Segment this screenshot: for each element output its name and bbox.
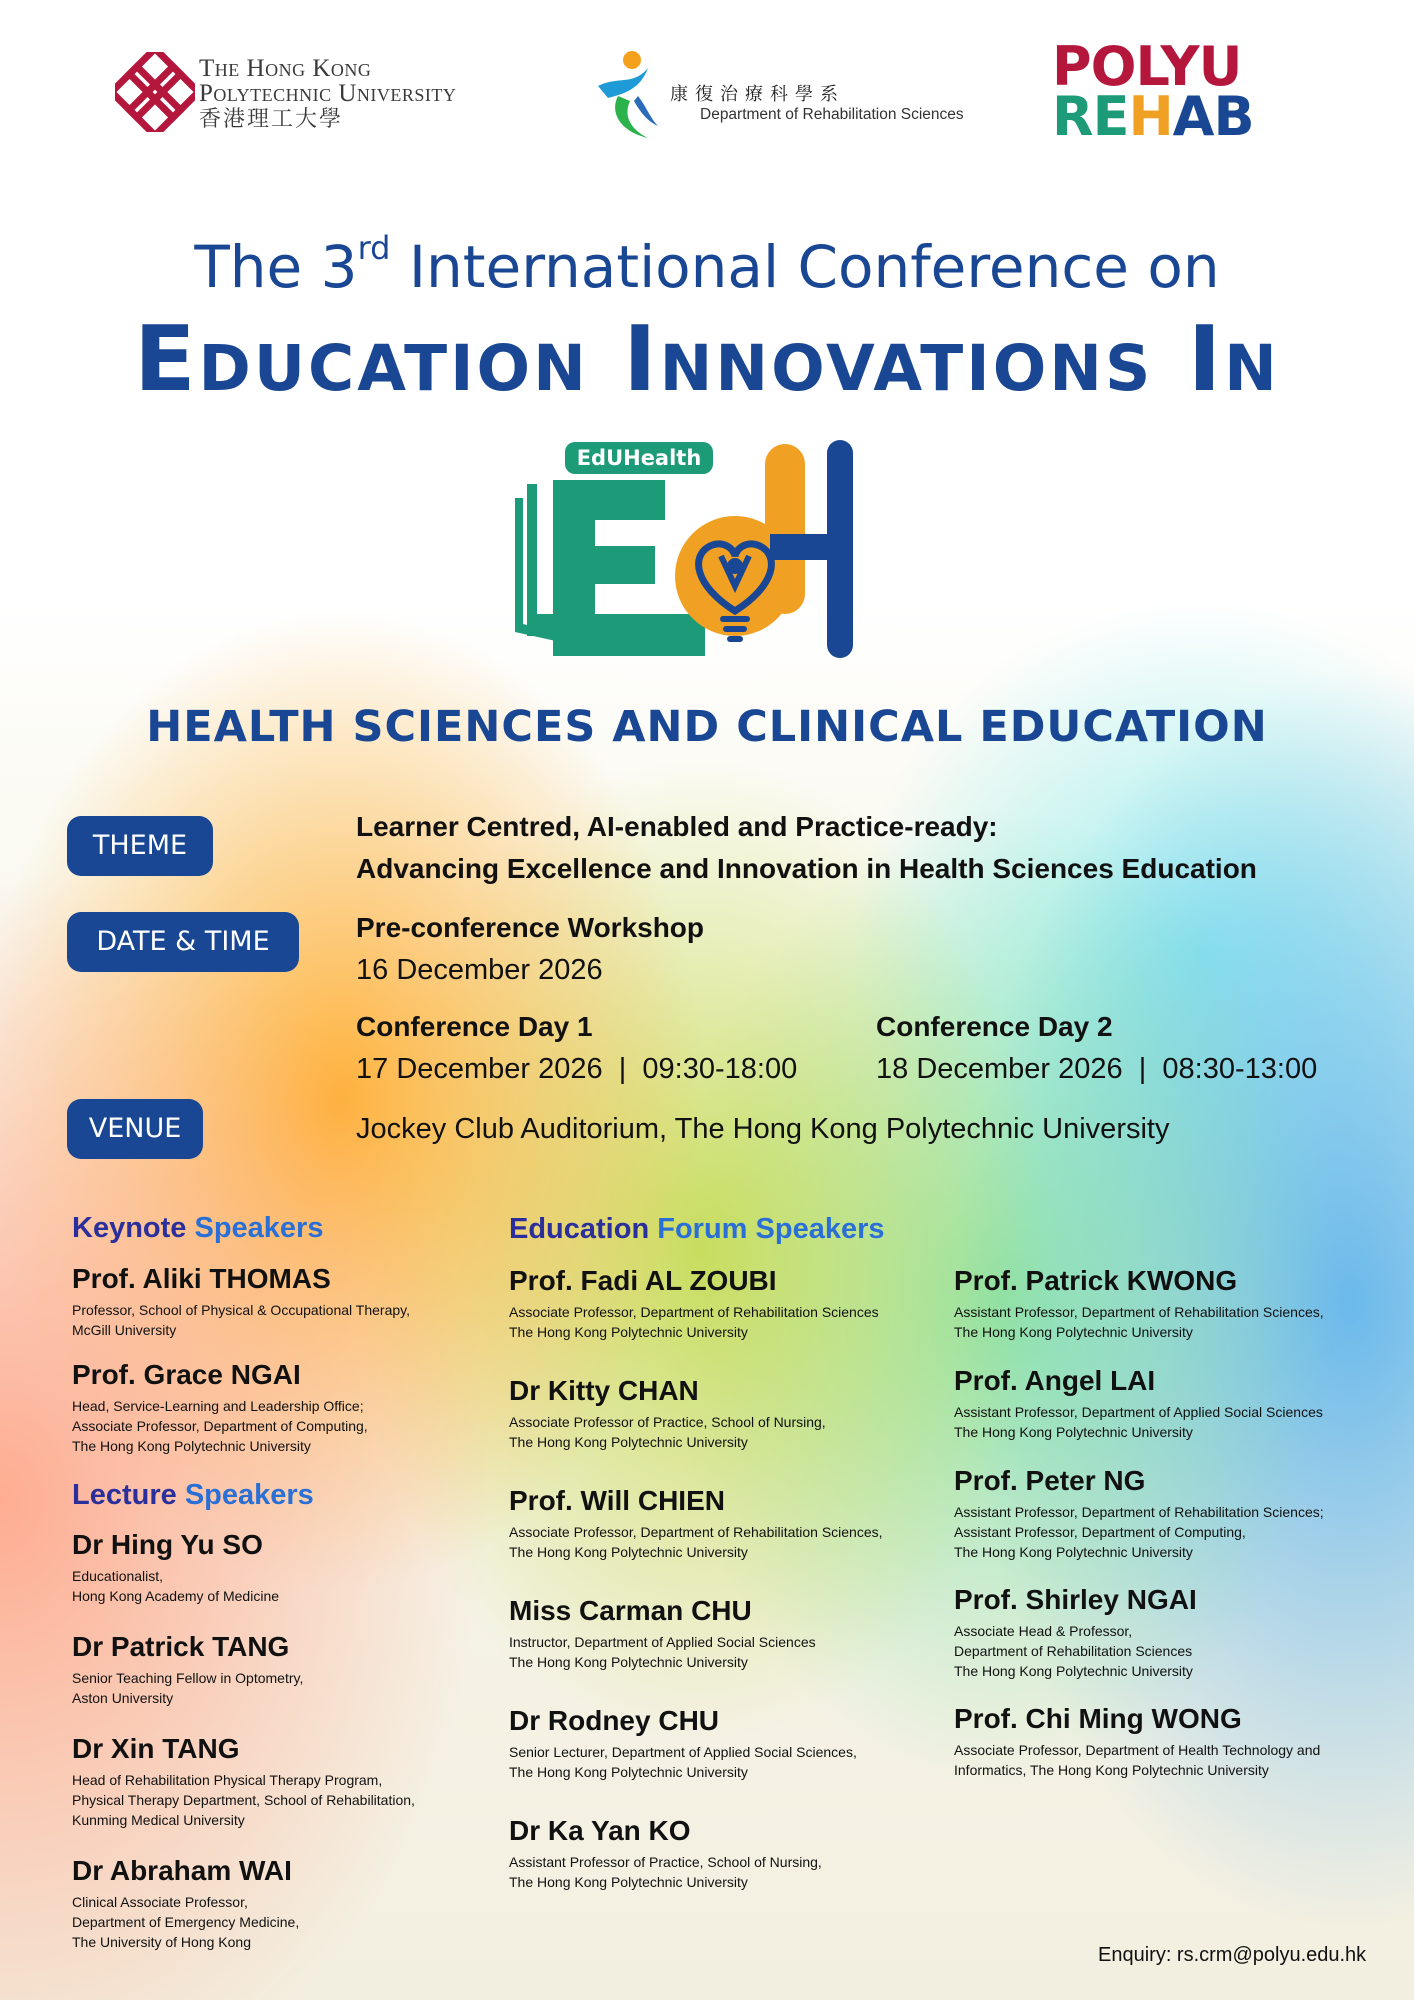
speaker-affiliation: Associate Professor, Department of Health Technology and Informatics, The Hong Kong Polytechnic University <box>954 1742 1321 1778</box>
lecture-heading-1: Lecture <box>72 1479 185 1511</box>
polyu-name-cn: 香港理工大學 <box>199 106 344 131</box>
conference-title-line1 <box>0 229 1414 301</box>
polyu-name-line2: Polytechnic University <box>199 80 457 107</box>
forum-heading <box>509 1213 885 1246</box>
rehab-logo-ab: AB <box>1172 85 1254 148</box>
speaker-affiliation: Professor, School of Physical & Occupational Therapy, McGill University <box>72 1302 410 1338</box>
rehab-sciences-logo <box>588 46 988 142</box>
forum-speaker <box>954 1583 1197 1681</box>
speaker-affiliation: Head of Rehabilitation Physical Therapy Program, Physical Therapy Department, School of Rehabilitation, Kunming Medical University <box>72 1772 415 1828</box>
keynote-heading-2: Speakers <box>194 1212 324 1244</box>
speaker-name: Prof. Chi Ming WONG <box>954 1703 1242 1734</box>
speaker-name: Dr Xin TANG <box>72 1733 240 1764</box>
polyu-emblem-icon <box>115 52 195 132</box>
speaker-name: Dr Ka Yan KO <box>509 1815 691 1846</box>
theme-line2: Advancing Excellence and Innovation in Health Sciences Education <box>356 853 1257 884</box>
pre-conference-block <box>356 907 704 991</box>
conference-day2-date: 18 December 2026 | 08:30-13:00 <box>876 1053 1318 1085</box>
keynote-speaker <box>72 1358 368 1456</box>
forum-speaker <box>509 1374 826 1452</box>
lecture-heading <box>72 1479 314 1512</box>
rehab-logo-bottom <box>1052 85 1254 148</box>
conference-day2-title: Conference Day 2 <box>876 1011 1113 1042</box>
speaker-name: Prof. Aliki THOMAS <box>72 1263 331 1294</box>
speaker-affiliation: Associate Professor, Department of Rehabilitation Sciences, The Hong Kong Polytechnic University <box>509 1524 883 1560</box>
department-name-cn: 康復治療科學系 <box>670 84 845 104</box>
speaker-affiliation: Assistant Professor, Department of Applied Social Sciences The Hong Kong Polytechnic University <box>954 1404 1323 1440</box>
theme-label: THEME <box>67 816 213 876</box>
title-suffix: International Conference on <box>390 233 1220 301</box>
date-time-label: DATE & TIME <box>67 912 299 972</box>
speaker-affiliation: Assistant Professor of Practice, School of Nursing, The Hong Kong Polytechnic University <box>509 1854 822 1890</box>
forum-heading-1: Education <box>509 1213 658 1245</box>
speaker-name: Miss Carman CHU <box>509 1595 752 1626</box>
forum-speaker <box>509 1704 857 1782</box>
speaker-name: Dr Hing Yu SO <box>72 1529 263 1560</box>
conference-title-main: Education Innovations In <box>134 307 1280 412</box>
speaker-name: Dr Patrick TANG <box>72 1631 290 1662</box>
forum-speaker <box>954 1702 1320 1780</box>
rehab-sciences-emblem-icon <box>588 46 668 142</box>
speaker-affiliation: Senior Lecturer, Department of Applied Social Sciences, The Hong Kong Polytechnic University <box>509 1744 857 1780</box>
speaker-affiliation: Assistant Professor, Department of Rehabilitation Sciences, The Hong Kong Polytechnic University <box>954 1304 1324 1340</box>
theme-line1: Learner Centred, AI-enabled and Practice-ready: <box>356 811 998 842</box>
rehab-logo-re: RE <box>1052 85 1129 148</box>
speaker-affiliation: Educationalist, Hong Kong Academy of Medicine <box>72 1568 280 1604</box>
speaker-affiliation: Associate Professor of Practice, School of Nursing, The Hong Kong Polytechnic University <box>509 1414 826 1450</box>
forum-speaker <box>509 1484 883 1562</box>
lecture-speaker <box>72 1528 279 1606</box>
theme-text <box>356 806 1257 890</box>
speaker-name: Prof. Shirley NGAI <box>954 1584 1197 1615</box>
keynote-speaker <box>72 1262 410 1340</box>
forum-speaker <box>954 1364 1323 1442</box>
venue-label: VENUE <box>67 1099 203 1159</box>
edh-logo <box>515 436 895 662</box>
rehab-logo-top: POLYU <box>1052 35 1242 98</box>
speaker-name: Prof. Grace NGAI <box>72 1359 301 1390</box>
department-name-en: Department of Rehabilitation Sciences <box>700 106 964 123</box>
title-ordinal: rd <box>357 229 391 267</box>
speaker-name: Prof. Will CHIEN <box>509 1485 725 1516</box>
speaker-affiliation: Instructor, Department of Applied Social Sciences The Hong Kong Polytechnic University <box>509 1634 816 1670</box>
speaker-name: Dr Abraham WAI <box>72 1855 292 1886</box>
speaker-name: Prof. Fadi AL ZOUBI <box>509 1265 777 1296</box>
speaker-affiliation: Clinical Associate Professor, Department of Emergency Medicine, The University of Hong Kong <box>72 1894 300 1950</box>
polyu-rehab-logo <box>1052 35 1302 150</box>
speaker-affiliation: Senior Teaching Fellow in Optometry, Aston University <box>72 1670 304 1706</box>
forum-heading-2: Forum Speakers <box>657 1213 885 1245</box>
rehab-logo-h: H <box>1128 85 1173 148</box>
title-prefix: The 3 <box>194 233 358 301</box>
keynote-heading-1: Keynote <box>72 1212 195 1244</box>
speaker-name: Prof. Peter NG <box>954 1465 1146 1496</box>
polyu-name <box>199 56 456 131</box>
lecture-speaker <box>72 1630 303 1708</box>
conference-subtitle: HEALTH SCIENCES AND CLINICAL EDUCATION <box>146 702 1268 752</box>
speaker-name: Dr Rodney CHU <box>509 1705 720 1736</box>
polyu-name-line1: The Hong Kong <box>199 55 372 82</box>
speaker-affiliation: Assistant Professor, Department of Rehabilitation Sciences; Assistant Professor, Department of Computing, The Hong Kong Polytechnic University <box>954 1504 1324 1560</box>
conference-day1-date: 17 December 2026 | 09:30-18:00 <box>356 1053 798 1085</box>
forum-speaker <box>954 1464 1324 1562</box>
lecture-heading-2: Speakers <box>184 1479 314 1511</box>
lecture-speaker <box>72 1732 415 1830</box>
forum-speaker <box>509 1264 879 1342</box>
speaker-affiliation: Head, Service-Learning and Leadership Office; Associate Professor, Department of Computing, The Hong Kong Polytechnic University <box>72 1398 368 1454</box>
forum-speaker <box>509 1814 822 1892</box>
polyu-logo <box>115 52 525 132</box>
pre-conference-title: Pre-conference Workshop <box>356 912 705 943</box>
speaker-name: Prof. Patrick KWONG <box>954 1265 1238 1296</box>
speaker-affiliation: Associate Head & Professor, Department of Rehabilitation Sciences The Hong Kong Polytechnic University <box>954 1623 1193 1679</box>
enquiry-contact: Enquiry: rs.crm@polyu.edu.hk <box>1098 1944 1367 1966</box>
keynote-heading <box>72 1212 323 1245</box>
conference-day1-block <box>356 1006 797 1090</box>
speaker-name: Dr Kitty CHAN <box>509 1375 699 1406</box>
forum-speaker <box>954 1264 1324 1342</box>
conference-day1-title: Conference Day 1 <box>356 1011 593 1042</box>
edh-logo-badge-text: EdUHealth <box>576 446 702 470</box>
conference-day2-block <box>876 1006 1317 1090</box>
speaker-name: Prof. Angel LAI <box>954 1365 1156 1396</box>
forum-speaker <box>509 1594 816 1672</box>
lecture-speaker <box>72 1854 299 1952</box>
venue-text: Jockey Club Auditorium, The Hong Kong Polytechnic University <box>356 1113 1170 1145</box>
speaker-affiliation: Associate Professor, Department of Rehabilitation Sciences The Hong Kong Polytechnic University <box>509 1304 879 1340</box>
pre-conference-date: 16 December 2026 <box>356 954 603 986</box>
